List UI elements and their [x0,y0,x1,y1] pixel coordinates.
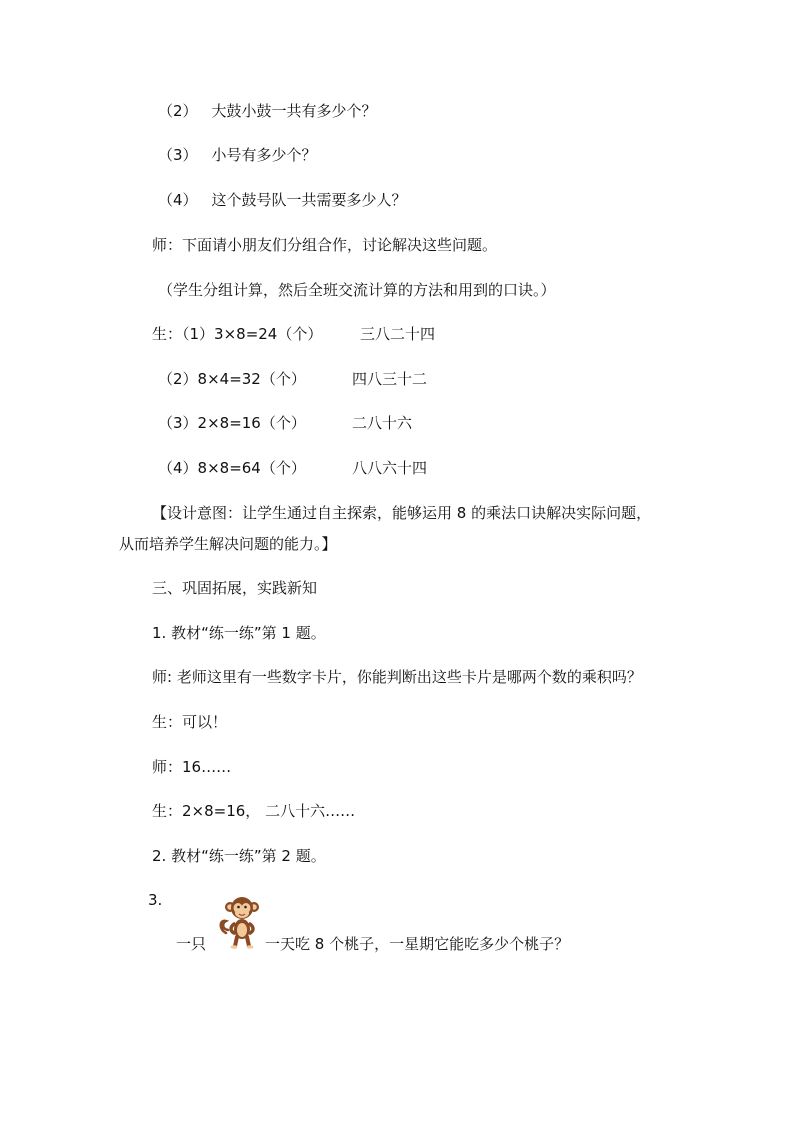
exercise-3-post: 一天吃 8 个桃子，一星期它能吃多少个桃子？ [265,935,570,953]
teacher-cards-line: 师: 老师这里有一些数字卡片，你能判断出这些卡片是哪两个数的乘积吗？ [152,668,642,686]
teacher-16-line: 师：16…… [152,758,232,776]
exercise-1: 1. 教材“练一练”第 1 题。 [152,624,326,642]
design-intent-line-2: 从而培养学生解决问题的能力。】 [119,535,337,553]
question-3-number: （3） [158,146,198,164]
answer-3-rhyme: 二八十六 [352,414,413,432]
question-4-text: 这个鼓号队一共需要多少人？ [211,191,407,209]
student-yes-line: 生：可以！ [152,713,228,731]
question-3 [158,145,317,165]
answer-1-equation: 生：（1）3×8=24（个） [152,325,323,343]
exercise-3-pre: 一只 [176,935,207,953]
monkey-icon [218,893,266,949]
answer-2-equation: （2）8×4=32（个） [158,370,306,388]
question-2 [158,101,377,121]
student-16-line: 生：2×8=16， 二八十六…… [152,802,356,820]
answer-2-rhyme: 四八三十二 [352,370,428,388]
answer-1-rhyme: 三八二十四 [360,325,436,343]
answer-4-equation: （4）8×8=64（个） [158,459,306,477]
answer-3-equation: （3）2×8=16（个） [158,414,306,432]
design-intent-line-1: 【设计意图：让学生通过自主探索，能够运用 8 的乘法口诀解决实际问题， [152,504,652,522]
exercise-3-number: 3. [148,891,163,909]
question-2-number: （2） [158,102,198,120]
teacher-group-line: 师：下面请小朋友们分组合作，讨论解决这些问题。 [152,236,498,254]
question-4 [158,190,407,210]
question-3-text: 小号有多少个？ [211,146,317,164]
section-3-heading: 三、巩固拓展，实践新知 [152,579,318,597]
question-4-number: （4） [158,191,198,209]
exercise-2: 2. 教材“练一练”第 2 题。 [152,847,326,865]
question-2-text: 大鼓小鼓一共有多少个？ [211,102,377,120]
answer-4-rhyme: 八八六十四 [352,459,428,477]
group-note-line: （学生分组计算，然后全班交流计算的方法和用到的口诀。） [158,281,556,299]
